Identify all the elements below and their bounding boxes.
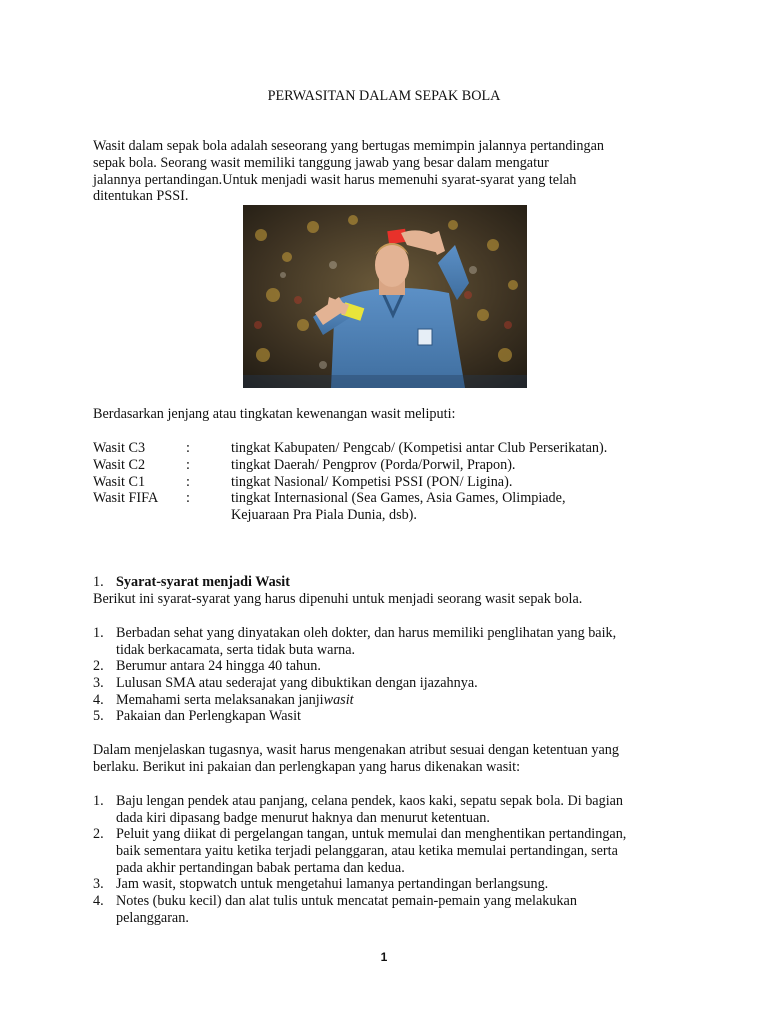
- intro-line: jalannya pertandingan.Untuk menjadi wasit harus memenuhi syarat-syarat yang telah: [93, 171, 577, 188]
- document-title: PERWASITAN DALAM SEPAK BOLA: [267, 88, 501, 104]
- grade-name: Wasit FIFA: [93, 490, 159, 506]
- section-number: 1.: [93, 574, 104, 590]
- list-number: 1.: [93, 625, 104, 641]
- section-title: Syarat-syarat menjadi Wasit: [116, 574, 290, 590]
- list-number: 3.: [93, 675, 104, 691]
- grade-name: Wasit C3: [93, 440, 146, 456]
- list-text: [116, 793, 676, 827]
- list-line: pelanggaran.: [116, 909, 189, 926]
- equipment-intro: [93, 742, 673, 776]
- list-line: Notes (buku kecil) dan alat tulis untuk mencatat pemain-pemain yang melakukan: [116, 893, 577, 909]
- list-number: 2.: [93, 658, 104, 674]
- list-line: Berbadan sehat yang dinyatakan oleh dokter, dan harus memiliki penglihatan yang baik,: [116, 625, 617, 641]
- grade-name: Wasit C1: [93, 474, 146, 490]
- page-number: 1: [380, 950, 388, 964]
- list-number: 1.: [93, 793, 104, 809]
- list-number: 2.: [93, 826, 104, 842]
- grade-name: Wasit C2: [93, 457, 146, 473]
- intro-line: sepak bola. Seorang wasit memiliki tanggung jawab yang besar dalam mengatur: [93, 154, 549, 171]
- list-line: pada akhir pertandingan babak pertama dan kedua.: [116, 859, 405, 876]
- list-number: 4.: [93, 893, 104, 909]
- grade-desc-continued: Kejuaraan Pra Piala Dunia, dsb).: [231, 507, 417, 523]
- referee-photo: [243, 205, 527, 388]
- list-text: Jam wasit, stopwatch untuk mengetahui lamanya pertandingan berlangsung.: [116, 876, 549, 892]
- intro-line: Wasit dalam sepak bola adalah seseorang yang bertugas memimpin jalannya pertandingan: [93, 138, 605, 154]
- list-text-italic: wasit: [323, 692, 354, 708]
- intro-paragraph: [93, 138, 663, 205]
- list-text: [116, 893, 676, 927]
- list-text: [116, 692, 676, 709]
- grade-desc: tingkat Kabupaten/ Pengcab/ (Kompetisi antar Club Perserikatan).: [231, 440, 608, 456]
- list-line: dada kiri dipasang badge menurut haknya dan menurut ketentuan.: [116, 809, 490, 826]
- intro-line: ditentukan PSSI.: [93, 188, 189, 205]
- list-text-main: Memahami serta melaksanakan janji: [116, 692, 324, 708]
- paragraph-line: berlaku. Berikut ini pakaian dan perlengkapan yang harus dikenakan wasit:: [93, 758, 521, 775]
- grade-colon: :: [186, 474, 190, 490]
- section-intro: Berikut ini syarat-syarat yang harus dipenuhi untuk menjadi seorang wasit sepak bola.: [93, 591, 583, 607]
- list-number: 5.: [93, 708, 104, 724]
- list-line: baik sementara yaitu ketika terjadi pelanggaran, atau ketika memulai pertandingan, serta: [116, 842, 618, 859]
- grade-colon: :: [186, 457, 190, 473]
- grade-desc: tingkat Daerah/ Pengprov (Porda/Porwil, Prapon).: [231, 457, 516, 473]
- list-line: Peluit yang diikat di pergelangan tangan, untuk memulai dan menghentikan pertandingan,: [116, 826, 627, 842]
- list-line: tidak berkacamata, serta tidak buta warna.: [116, 641, 356, 658]
- grade-colon: :: [186, 440, 190, 456]
- grades-intro: Berdasarkan jenjang atau tingkatan kewenangan wasit meliputi:: [93, 406, 456, 422]
- section-heading: [93, 574, 663, 591]
- list-number: 4.: [93, 692, 104, 708]
- grade-desc: tingkat Internasional (Sea Games, Asia Games, Olimpiade,: [231, 490, 566, 506]
- list-line: Baju lengan pendek atau panjang, celana pendek, kaos kaki, sepatu sepak bola. Di bagian: [116, 793, 624, 809]
- list-number: 3.: [93, 876, 104, 892]
- list-text: Pakaian dan Perlengkapan Wasit: [116, 708, 301, 724]
- grade-desc: tingkat Nasional/ Kompetisi PSSI (PON/ Ligina).: [231, 474, 513, 490]
- list-text: Lulusan SMA atau sederajat yang dibuktikan dengan ijazahnya.: [116, 675, 478, 691]
- list-text: Berumur antara 24 hingga 40 tahun.: [116, 658, 321, 674]
- grade-colon: :: [186, 490, 190, 506]
- paragraph-line: Dalam menjelaskan tugasnya, wasit harus mengenakan atribut sesuai dengan ketentuan yang: [93, 742, 619, 758]
- list-text: [116, 826, 676, 876]
- list-text: [116, 625, 676, 659]
